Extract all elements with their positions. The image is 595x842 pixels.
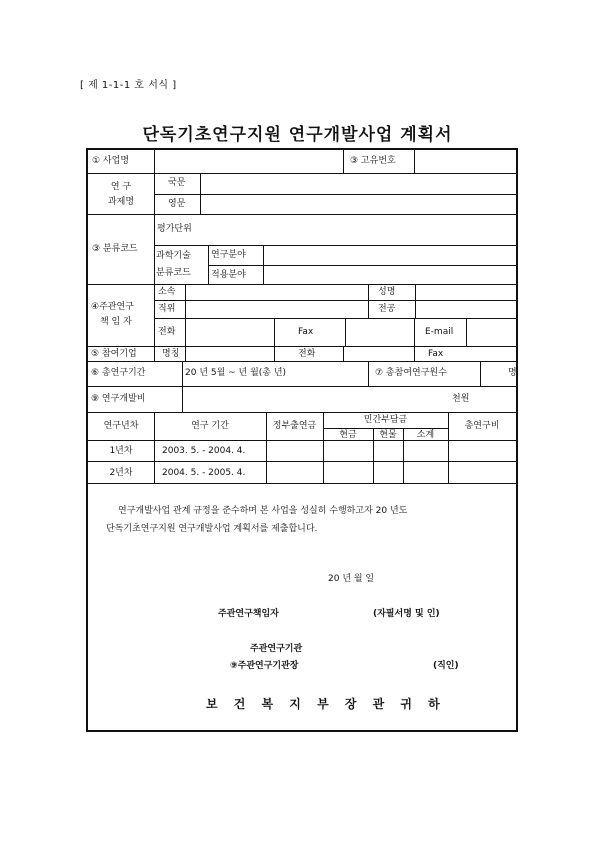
email-label: E-mail xyxy=(425,327,454,337)
period-header: 연구 기간 xyxy=(191,421,229,431)
pi-signature-note: (자필서명 및 인) xyxy=(373,609,440,619)
won-unit: 천원 xyxy=(452,394,470,404)
persons-unit: 명 xyxy=(508,368,517,378)
org-head-label: ⑨주관연구기관장 xyxy=(230,661,299,671)
position-label: 직위 xyxy=(158,304,176,314)
pi-label-1: ④주관연구 xyxy=(91,302,134,312)
company-fax-label: Fax xyxy=(428,349,444,359)
period-1: 2003. 5. - 2004. 4. xyxy=(162,446,246,456)
cash-header: 현금 xyxy=(339,430,357,440)
fax-label: Fax xyxy=(298,327,314,337)
class-code-label: 분류코드 xyxy=(156,268,191,278)
year-2: 2년차 xyxy=(109,468,133,478)
research-field-label: 연구분야 xyxy=(211,250,246,260)
korean-label: 국문 xyxy=(168,178,186,188)
name-label: 성명 xyxy=(378,287,396,297)
declaration-line-2: 단독기초연구지원 연구개발사업 계획서를 제출합니다. xyxy=(106,524,318,534)
unique-no-label: ③ 고유번호 xyxy=(350,156,396,166)
participating-company-label: ⑤ 참여기업 xyxy=(91,349,137,359)
english-label: 영문 xyxy=(168,199,186,209)
total-header: 총연구비 xyxy=(464,421,500,431)
phone-label: 전화 xyxy=(158,327,176,337)
document-title: 단독기초연구지원 연구개발사업 계획서 xyxy=(142,125,453,145)
sci-tech-label: 과학기술 xyxy=(156,251,191,261)
declaration-line-1: 연구개발사업 관계 규정을 준수하며 본 사업을 성실히 수행하고자 20 년도 xyxy=(118,506,408,516)
total-period-label: ⑥ 총연구기간 xyxy=(91,368,146,378)
year-1: 1년차 xyxy=(109,446,133,456)
org-label: 주관연구기관 xyxy=(250,644,303,654)
classification-label: ③ 분류코드 xyxy=(92,244,138,254)
eval-unit-label: 평가단위 xyxy=(157,224,192,234)
seal-note: (직인) xyxy=(433,661,459,671)
company-phone-label: 전화 xyxy=(298,349,316,359)
project-name-label: ① 사업명 xyxy=(92,156,130,166)
total-researchers-label: ⑦ 총참여연구원수 xyxy=(375,368,447,378)
gov-header: 정부출연금 xyxy=(272,421,317,431)
major-label: 전공 xyxy=(378,304,396,314)
declaration-date: 20 년 월 일 xyxy=(328,574,375,584)
subtotal-header: 소계 xyxy=(416,430,435,440)
pi-label-2: 책 임 자 xyxy=(100,317,132,327)
recipient: 보 건 복 지 부 장 관 귀 하 xyxy=(206,697,446,711)
plan-form xyxy=(86,148,518,732)
year-header: 연구년차 xyxy=(103,421,139,431)
total-period-value: 20 년 5월 ~ 년 월(총 년) xyxy=(185,368,287,378)
task-name-label: 과제명 xyxy=(107,197,135,207)
company-name-label: 명칭 xyxy=(162,349,180,359)
research-cost-label: ⑨ 연구개발비 xyxy=(91,394,146,404)
research-label: 연 구 xyxy=(110,182,132,192)
private-header: 민간부담금 xyxy=(363,415,408,425)
period-2: 2004. 5. - 2005. 4. xyxy=(162,468,246,478)
in-kind-header: 현물 xyxy=(379,430,397,440)
applied-field-label: 적용분야 xyxy=(211,270,246,280)
affiliation-label: 소속 xyxy=(158,287,176,297)
pi-signature-label: 주관연구책임자 xyxy=(218,609,279,619)
form-code: [ 제 1-1-1 호 서식 ] xyxy=(80,80,177,91)
